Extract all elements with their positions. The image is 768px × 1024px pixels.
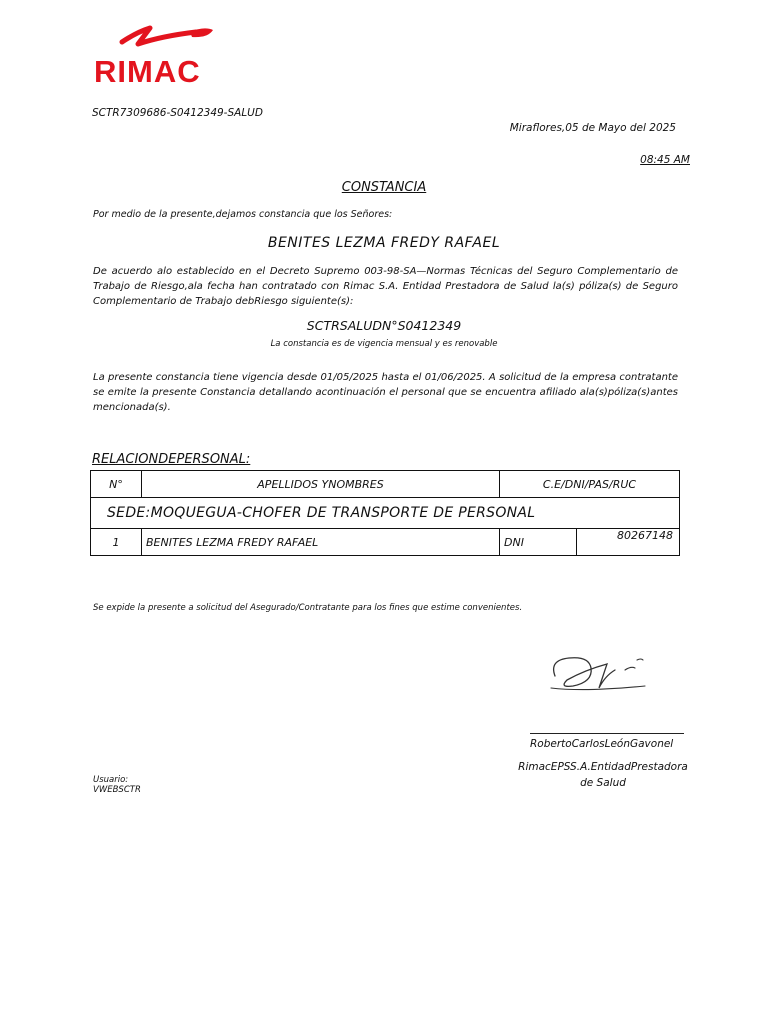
policy-number: SCTRSALUDN°S0412349 [306, 318, 462, 333]
staff-heading: RELACIONDEPERSONAL: [92, 452, 251, 467]
legal-paragraph: De acuerdo alo establecido en el Decreto Supremo 003-98-SA—Normas Técnicas del Seguro Complementario de Trabajo de Riesgo,ala fecha han contratado con Rimac S.A. Entidad Prestadora de Salud la(s) póliza(s) de Seguro Complementario de Trabajo debRiesgo siguiente(s): [93, 266, 678, 307]
rimac-logo [92, 22, 234, 90]
signer-name: RobertoCarlosLeónGavonel [530, 738, 674, 750]
sede-row [91, 498, 680, 529]
user-block [93, 775, 141, 795]
intro-text: Por medio de la presente,dejamos constancia que los Señores: [93, 209, 393, 220]
row-number: 1 [91, 529, 142, 556]
row-doc-number: 80267148 [577, 529, 680, 556]
user-value: VWEBSCTR [93, 785, 141, 795]
company-line-1: RimacEPSS.A.EntidadPrestadora [518, 761, 688, 773]
column-header-document: C.E/DNI/PAS/RUC [500, 471, 680, 498]
column-header-number: N° [91, 471, 142, 498]
validity-paragraph: La presente constancia tiene vigencia desde 01/05/2025 hasta el 01/06/2025. A solicitud de la empresa contratante se emite la presente Constancia detallando acontinuación el personal que se encuentra afiliado ala(s)póliza(s)antes mencionada(s). [93, 372, 678, 413]
sede-label: SEDE:MOQUEGUA-CHOFER DE TRANSPORTE DE PERSONAL [91, 498, 680, 529]
row-doc-type: DNI [500, 529, 577, 556]
validity-note: La constancia es de vigencia mensual y es renovable [270, 339, 498, 349]
handwritten-signature [545, 646, 653, 702]
insured-name: BENITES LEZMA FREDY RAFAEL [267, 235, 501, 251]
signature-line [530, 733, 684, 734]
row-name: BENITES LEZMA FREDY RAFAEL [142, 529, 500, 556]
signer-company [498, 759, 708, 791]
user-label: Usuario: [93, 775, 129, 785]
footer-note: Se expide la presente a solicitud del Asegurado/Contratante para los fines que estime convenientes. [93, 603, 523, 613]
issue-date: Miraflores,05 de Mayo del 2025 [509, 122, 676, 134]
brand-name: RIMAC [94, 54, 201, 89]
table-header-row [91, 471, 680, 498]
staff-table [90, 470, 680, 556]
company-line-2: de Salud [580, 777, 626, 789]
column-header-name: APELLIDOS YNOMBRES [142, 471, 500, 498]
document-title: CONSTANCIA [341, 180, 427, 195]
reference-code: SCTR7309686-S0412349-SALUD [92, 107, 263, 119]
issue-time: 08:45 AM [640, 154, 690, 166]
table-row [91, 529, 680, 556]
